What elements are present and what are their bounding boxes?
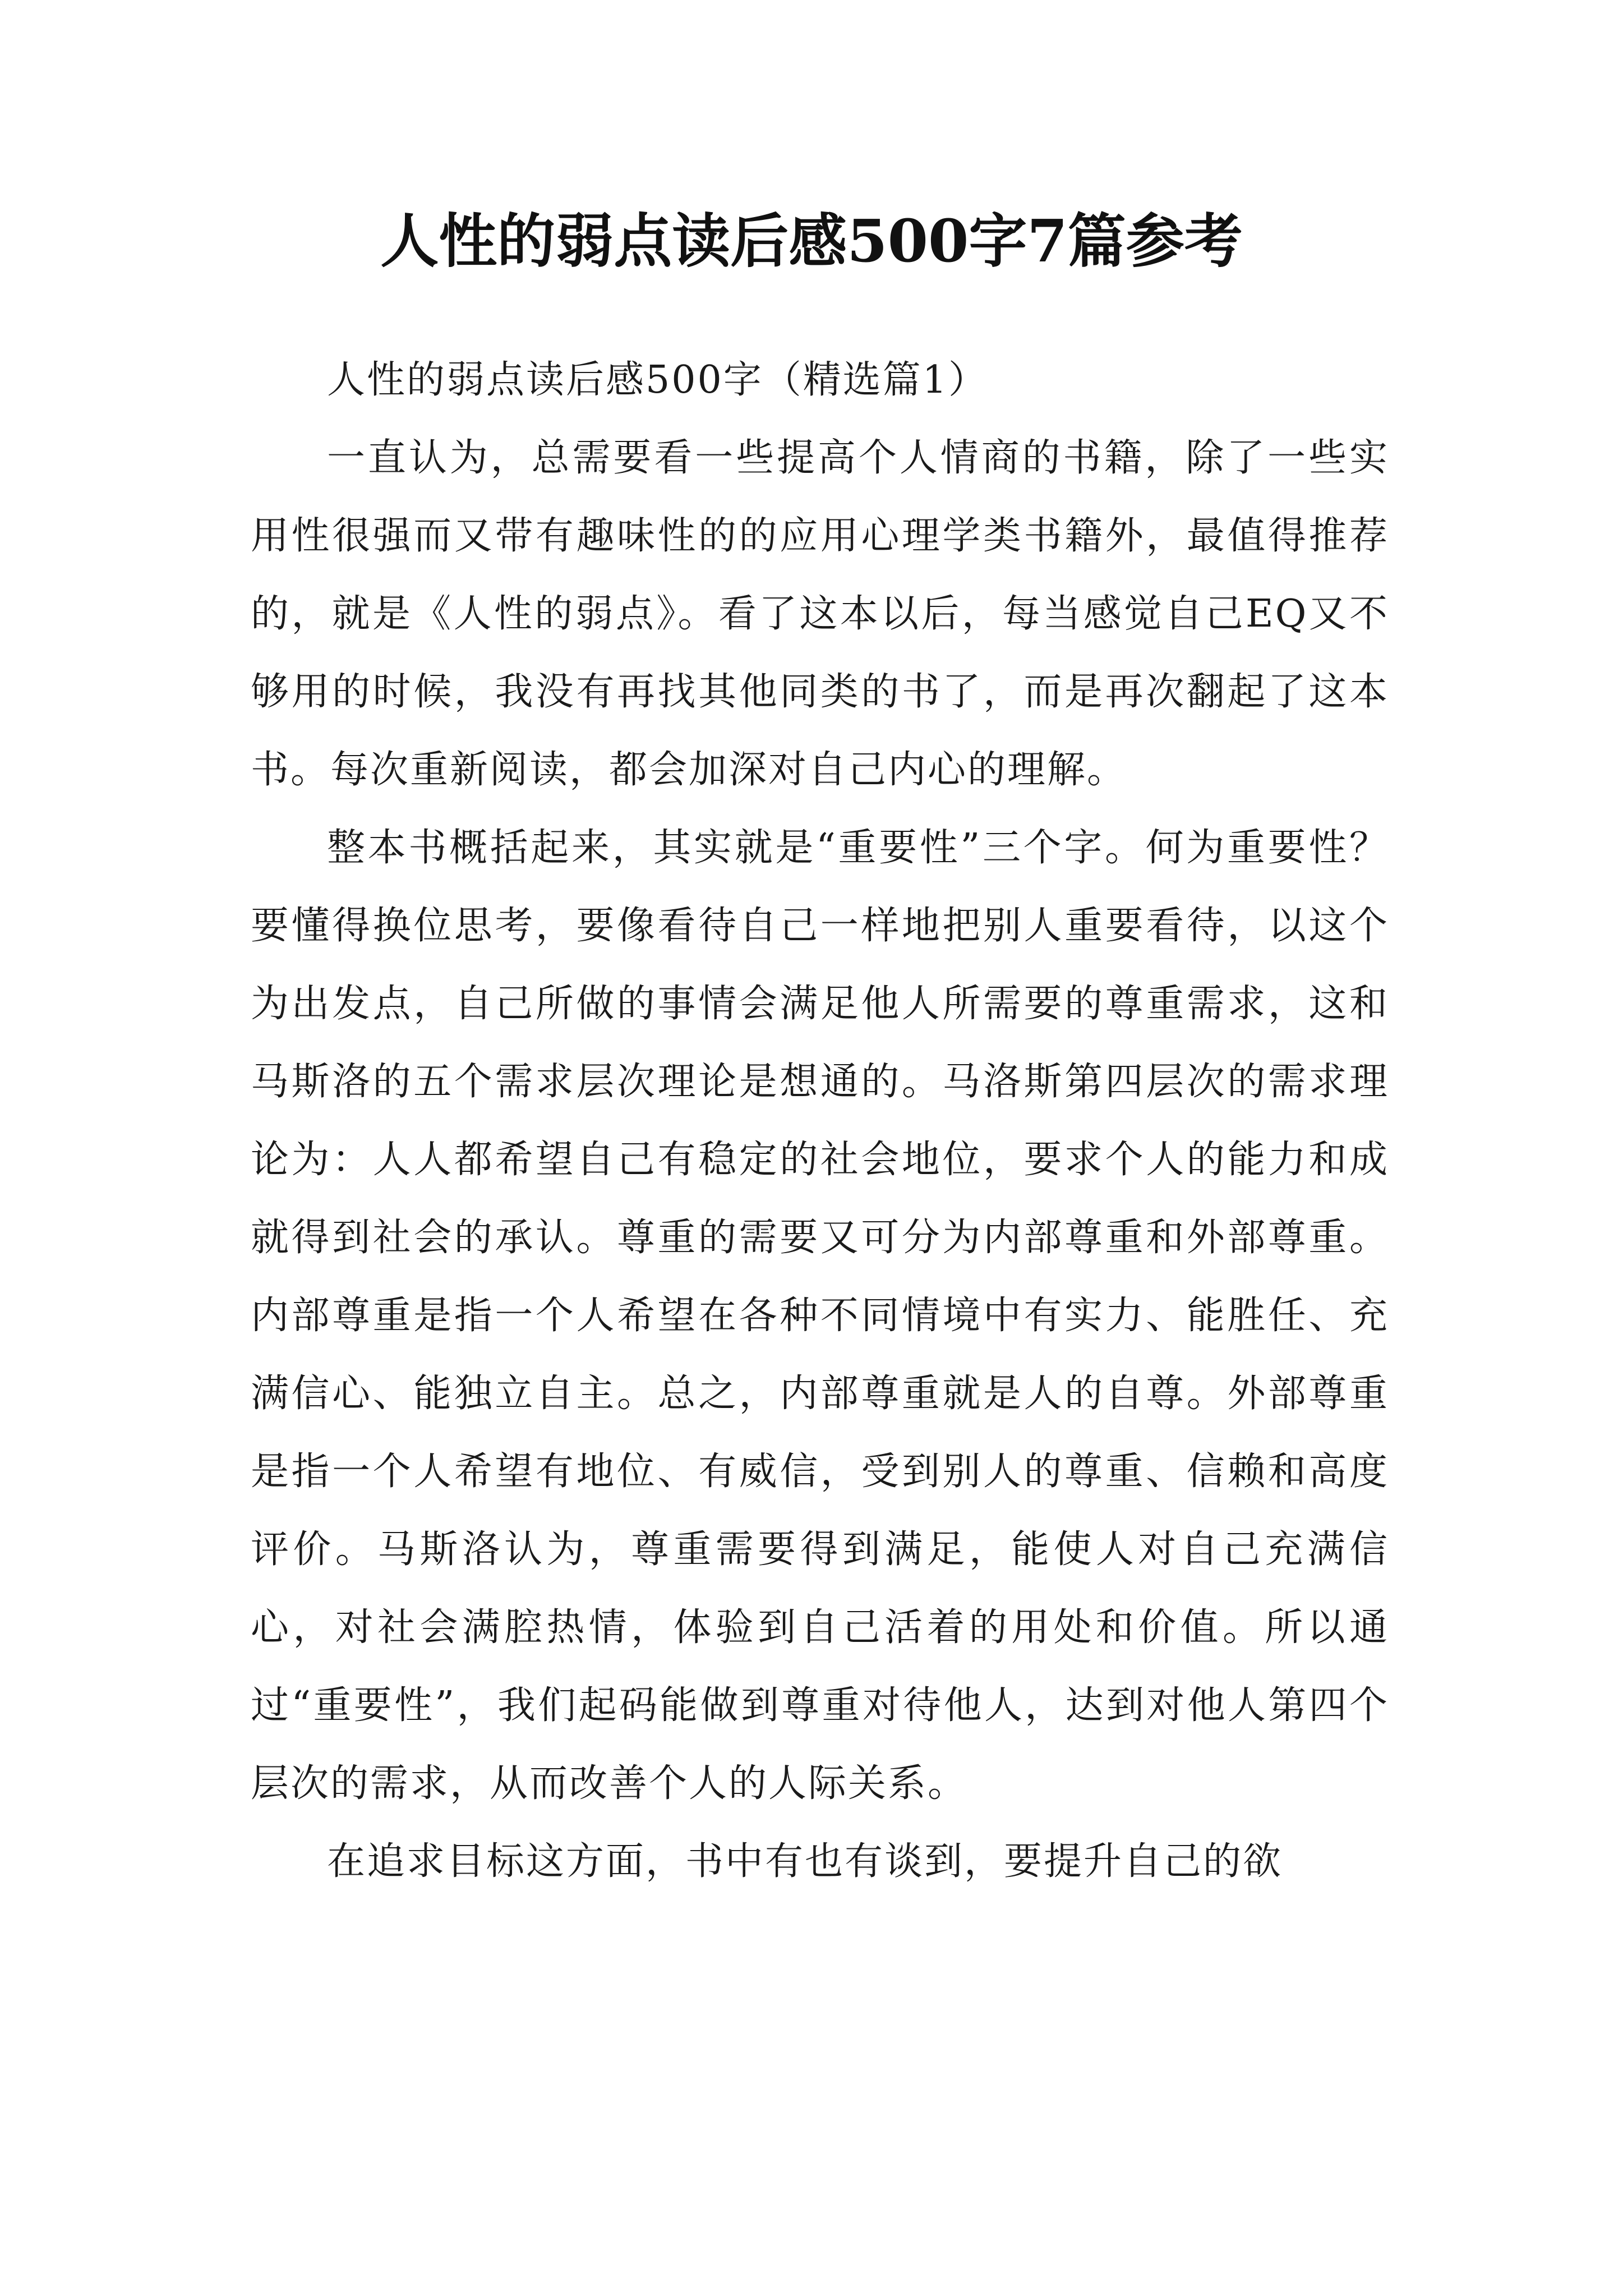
document-title: 人性的弱点读后感500字7篇参考 [380,206,1243,275]
section-heading: 人性的弱点读后感500字（精选篇1） [327,358,989,402]
body-paragraph: 在追求目标这方面，书中有也有谈到，要提升自己的欲 [327,1839,1283,1884]
body-paragraph: 整本书概括起来，其实就是“重要性”三个字。何为重要性？要懂得换位思考，要像看待自己一样地把别人重要看待，以这个为出发点，自己所做的事情会满足他人所需要的尊重需求，这和马斯洛的五个需求层次理论是想通的。马洛斯第四层次的需求理论为：人人都希望自己有稳定的社会地位，要求个人的能力和成就得到社会的承认。尊重的需要又可分为内部尊重和外部尊重。内部尊重是指一个人希望在各种不同情境中有实力、能胜任、充满信心、能独立自主。总之，内部尊重就是人的自尊。外部尊重是指一个人希望有地位、有威信，受到别人的尊重、信赖和高度评价。马斯洛认为，尊重需要得到满足，能使人对自己充满信心，对社会满腔热情，体验到自己活着的用处和价值。所以通过“重要性”，我们起码能做到尊重对待他人，达到对他人第四个层次的需求，从而改善个人的人际关系。 [251,826,1389,1806]
body-paragraph: 一直认为，总需要看一些提高个人情商的书籍，除了一些实用性很强而又带有趣味性的的应用心理学类书籍外，最值得推荐的，就是《人性的弱点》。看了这本以后，每当感觉自己EQ又不够用的时候，我没有再找其他同类的书了，而是再次翻起了这本书。每次重新阅读，都会加深对自己内心的理解。 [251,436,1389,792]
document-body [251,341,1389,1901]
